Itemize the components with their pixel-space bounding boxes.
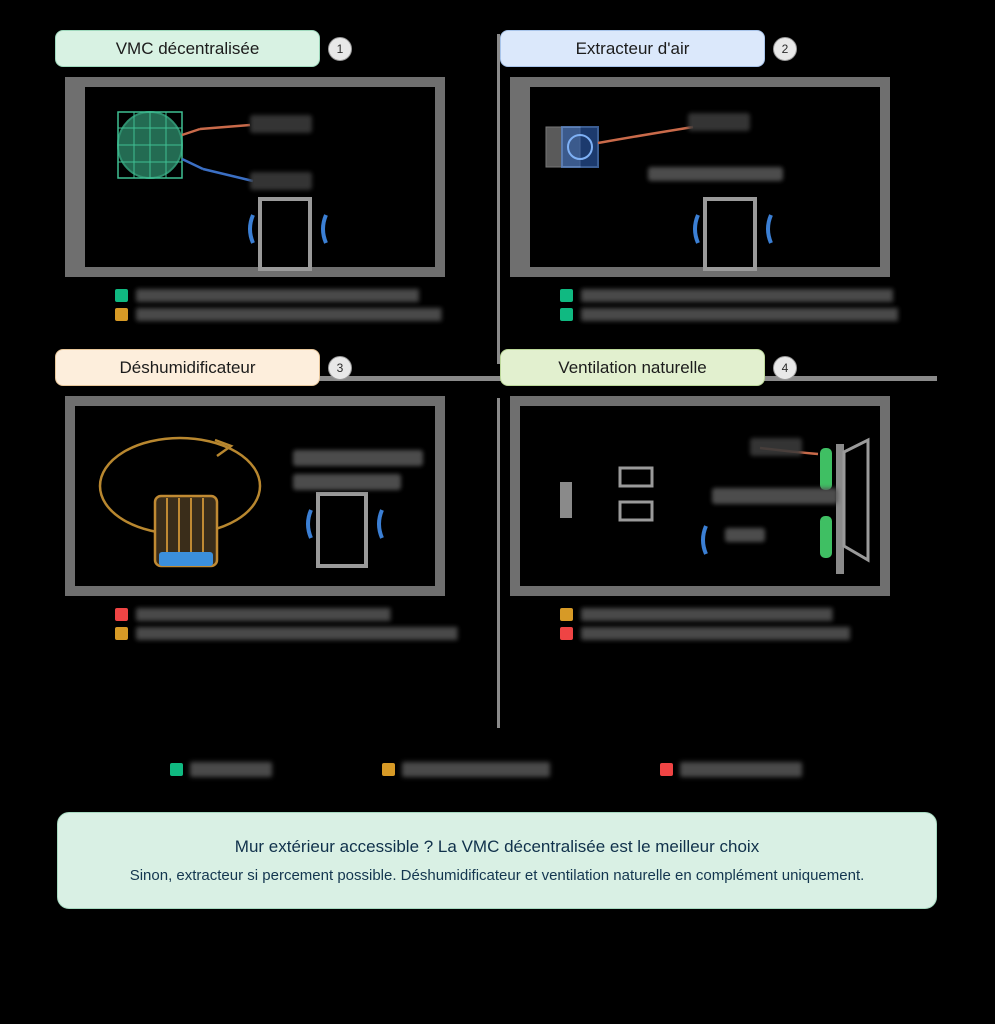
banner-title: Mur extérieur accessible ? La VMC décentralisée est le meilleur choix: [234, 837, 760, 856]
panel-2-badge: 2: [773, 37, 797, 61]
legend-text: [581, 289, 906, 302]
key-label: [190, 762, 272, 777]
panel-4-header: [500, 349, 940, 386]
legend-swatch-red: [115, 608, 128, 621]
legend-swatch-green: [560, 308, 573, 321]
panel-4-illustration: [510, 396, 890, 596]
legend-item: [115, 608, 495, 621]
key-label: [402, 762, 550, 777]
natural-ventilation-icon: [520, 406, 900, 606]
banner-subtitle: Sinon, extracteur si percement possible. Déshumidificateur et ventilation naturelle en complément uniquement.: [129, 867, 865, 884]
legend-item: [115, 308, 495, 321]
panel-4-title: Ventilation naturelle: [500, 349, 765, 386]
panel-ventilation-naturelle: [500, 349, 940, 640]
panel-3-title: Déshumidificateur: [55, 349, 320, 386]
panel-2-legend: [560, 289, 940, 321]
key-item-orange: [382, 762, 550, 777]
legend-text: [581, 608, 843, 621]
legend-swatch-green: [115, 289, 128, 302]
legend-item: [560, 308, 940, 321]
scene-label-1b: [250, 172, 312, 190]
panel-deshumidificateur: [55, 349, 495, 640]
conclusion-banner: [57, 812, 937, 909]
scene-label-2b: [648, 167, 783, 181]
panel-1-illustration: [65, 77, 445, 277]
legend-swatch-red: [560, 627, 573, 640]
legend-item: [115, 289, 495, 302]
legend-text: [581, 627, 861, 640]
scene-label-3b: [293, 474, 401, 490]
panel-vmc-decentralisee: [55, 30, 495, 321]
panel-extracteur-d-air: [500, 30, 940, 321]
panel-grid: [55, 30, 940, 640]
key-swatch-red: [660, 763, 673, 776]
key-swatch-green: [170, 763, 183, 776]
panel-3-illustration: [65, 396, 445, 596]
key-swatch-orange: [382, 763, 395, 776]
panel-3-legend: [115, 608, 495, 640]
legend-text: [581, 308, 911, 321]
scene-label-1a: [250, 115, 312, 133]
scene-label-4b: [712, 488, 838, 504]
scene-label-3a: [293, 450, 423, 466]
panel-3-badge: 3: [328, 356, 352, 380]
color-key: [170, 762, 810, 777]
panel-1-title: VMC décentralisée: [55, 30, 320, 67]
panel-1-header: [55, 30, 495, 67]
scene-label-4c: [725, 528, 765, 542]
dehumidifier-icon: [75, 406, 455, 606]
scene-label-4a: [750, 438, 802, 456]
panel-4-legend: [560, 608, 940, 640]
legend-item: [560, 627, 940, 640]
key-item-red: [660, 762, 802, 777]
panel-3-header: [55, 349, 495, 386]
panel-2-title: Extracteur d'air: [500, 30, 765, 67]
legend-text: [136, 289, 431, 302]
panel-2-header: [500, 30, 940, 67]
legend-swatch-green: [560, 289, 573, 302]
key-item-green: [170, 762, 272, 777]
legend-text: [136, 308, 454, 321]
legend-swatch-orange: [560, 608, 573, 621]
key-label: [680, 762, 802, 777]
legend-item: [560, 608, 940, 621]
legend-swatch-orange: [115, 627, 128, 640]
legend-item: [560, 289, 940, 302]
legend-text: [136, 627, 471, 640]
panel-1-badge: 1: [328, 37, 352, 61]
panel-2-illustration: [510, 77, 890, 277]
legend-swatch-orange: [115, 308, 128, 321]
panel-1-legend: [115, 289, 495, 321]
legend-item: [115, 627, 495, 640]
legend-text: [136, 608, 401, 621]
scene-label-2a: [688, 113, 750, 131]
panel-4-badge: 4: [773, 356, 797, 380]
